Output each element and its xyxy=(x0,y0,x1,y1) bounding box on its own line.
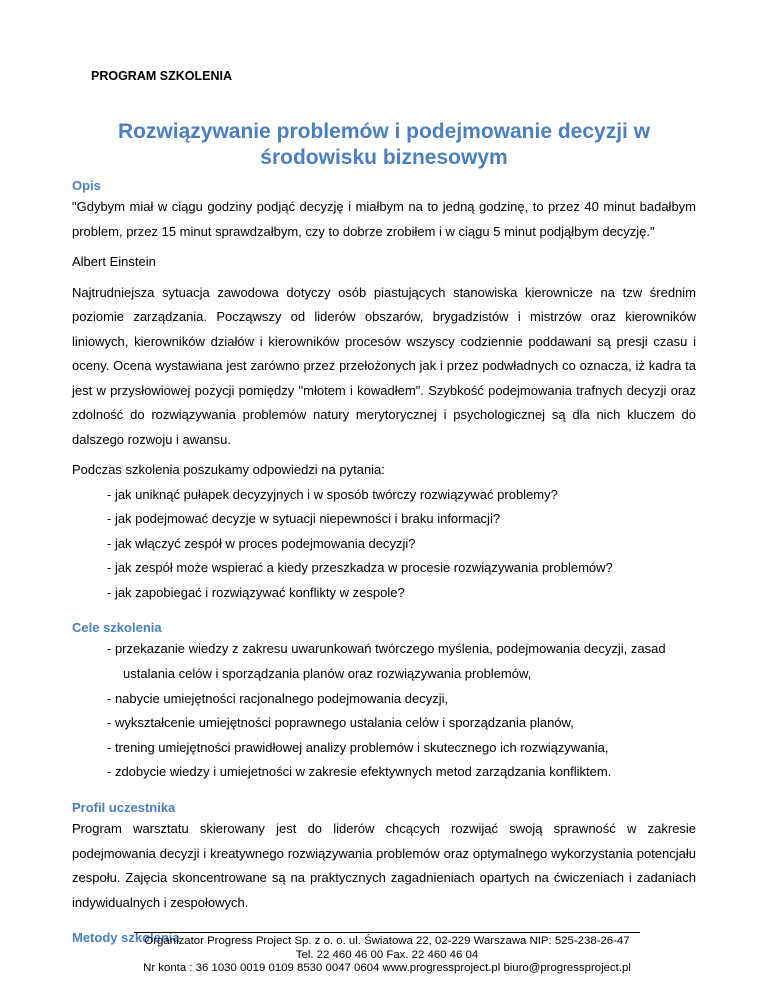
questions-intro: Podczas szkolenia poszukamy odpowiedzi na pytania: xyxy=(72,462,385,477)
profil-heading: Profil uczestnika xyxy=(72,800,176,816)
list-item: - wykształcenie umiejętności poprawnego ustalania celów i sporządzania planów, xyxy=(107,715,574,731)
program-label: PROGRAM SZKOLENIA xyxy=(91,69,232,83)
quote-author: Albert Einstein xyxy=(72,254,156,269)
einstein-quote: "Gdybym miał w ciągu godziny podjąć decyzję i miałbym na to jedną godzinę, to przez 40 minut badałbym problem, przez 15 minut sprawdzałbym, czy to dobrze zrobiłem i w ciągu 5 minut podjąłbym decyzję." xyxy=(72,199,696,239)
list-item: - zdobycie wiedzy i umiejetności w zakresie efektywnych metod zarządzania konfliktem. xyxy=(107,764,612,780)
document-body xyxy=(72,177,696,947)
list-item: - trening umiejętności prawidłowej analizy problemów i skutecznego ich rozwiązywania, xyxy=(107,739,609,755)
list-item-line: ustalania celów i sporządzania planów oraz rozwiązywania problemów, xyxy=(123,666,532,682)
title-line-1: Rozwiązywanie problemów i podejmowanie decyzji w xyxy=(117,120,651,143)
list-item: - jak uniknąć pułapek decyzyjnych i w sposób twórczy rozwiązywać problemy? xyxy=(107,486,558,502)
opis-paragraph: Najtrudniejsza sytuacja zawodowa dotyczy osób piastujących stanowiska kierownicze na tzw średnim poziomie zarządzania. Począwszy od liderów obszarów, brygadzistów i mistrzów oraz kierowników liniowych, kierowników działów i kierowników procesów wszyscy codziennie poddawani są presji czasu i oceny. Ocena wystawiana jest zarówno przez przełożonych jak i przez podwładnych co oznacza, iż kadra ta jest w przysłowiowej pozycji pomiędzy "młotem i kowadłem". Szybkość podejmowania trafnych decyzji oraz zdolność do rozwiązywania problemów natury merytorycznej i psychologicznej są dla nich kluczem do dalszego rozwoju i awansu. xyxy=(72,284,696,447)
title-line-2: środowisku biznesowym xyxy=(260,146,508,169)
cele-heading: Cele szkolenia xyxy=(72,620,162,636)
footer-divider xyxy=(134,932,640,933)
list-item-line: - przekazanie wiedzy z zakresu uwarunkowań twórczego myślenia, podejmowania decyzji, zasad xyxy=(107,641,666,657)
profil-paragraph: Program warsztatu skierowany jest do liderów chcących rozwijać swoją sprawność w zakresie podejmowania decyzji i kreatywnego rozwiązywania problemów oraz optymalnego wykorzystania potencjału zespołu. Zajęcia skoncentrowane są na praktycznych zagadnieniach opartych na ćwiczeniach i zadaniach indywidualnych i zespołowych. xyxy=(72,821,696,910)
cele-list xyxy=(107,637,696,785)
list-item: - jak zapobiegać i rozwiązywać konflikty w zespole? xyxy=(107,584,405,600)
page-title xyxy=(100,119,668,171)
list-item: - nabycie umiejętności racjonalnego podejmowania decyzji, xyxy=(107,690,449,706)
list-item: - jak włączyć zespół w proces podejmowania decyzji? xyxy=(107,535,416,551)
questions-list xyxy=(107,483,696,606)
footer-address: Organizator Progress Project Sp. z o. o. ul. Światowa 22, 02-229 Warszawa NIP: 525-238-26-47 xyxy=(144,935,630,947)
list-item: - jak podejmować decyzje w sytuacji niepewności i braku informacji? xyxy=(107,511,501,527)
list-item xyxy=(107,637,696,686)
footer xyxy=(134,935,640,976)
list-item: - jak zespół może wspierać a kiedy przeszkadza w procesie rozwiązywania problemów? xyxy=(107,560,613,576)
metody-heading: Metody szkolenia xyxy=(72,930,180,946)
footer-contact: Nr konta : 36 1030 0019 0109 8530 0047 0604 www.progressproject.pl biuro@progressproject.pl xyxy=(143,962,631,974)
footer-phone: Tel. 22 460 46 00 Fax. 22 460 46 04 xyxy=(295,948,479,961)
opis-heading: Opis xyxy=(72,178,101,193)
